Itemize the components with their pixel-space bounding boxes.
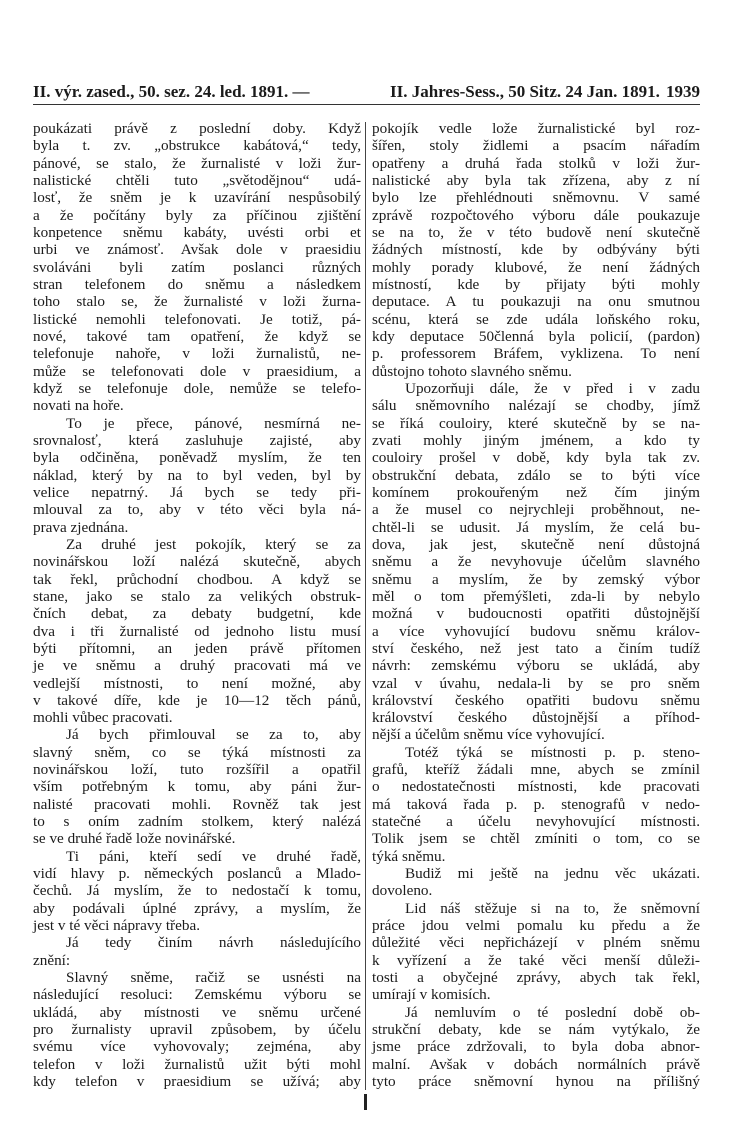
text-line: šířen, stoly židlemi a psacím nářadím xyxy=(372,137,700,155)
text-line: statečné a účelu nevyhovující místnosti. xyxy=(372,813,700,831)
text-line: to s oním zadním stolkem, který nalézá xyxy=(33,813,361,831)
text-line: malní. Avšak v dobách normálních právě xyxy=(372,1055,700,1073)
text-line: tyto práce sněmovní hynou na přílišný xyxy=(372,1073,700,1091)
text-line: čechů. Já myslím, že to nedostačí k tomu, xyxy=(33,882,361,900)
text-line: p. professorem Bráfem, vyklizena. To není xyxy=(372,345,700,363)
paragraph xyxy=(33,726,361,847)
text-line: Lid náš stěžuje si na to, že sněmovní xyxy=(405,899,700,917)
text-line: Budiž mi ještě na jednu věc ukázati. xyxy=(405,865,700,883)
text-line: místností, kde by přijaty býti mohly xyxy=(372,275,700,293)
header-german: II. Jahres-Sess., 50 Sitz. 24 Jan. 1891. xyxy=(390,82,660,101)
text-line: urbi ve známosť. Avšak dole v praesidiu xyxy=(33,241,361,259)
text-line: o nedostatečnosti místnosti, kde pracovati xyxy=(372,778,700,796)
text-line: se ve druhé řadě lože novinářské. xyxy=(33,830,236,848)
text-line: má taková řada p. p. stenografů v nedo- xyxy=(372,795,700,813)
text-line: k vyřízení a že také věci menší důleži- xyxy=(372,951,700,969)
paragraph xyxy=(33,969,361,1090)
text-line: velice nepatrný. Já bych se tedy při- xyxy=(33,483,361,501)
text-line: a více vyhovující budovu sněmu králov- xyxy=(372,622,700,640)
text-line: dva i tři žurnalisté od jednoho listu musí xyxy=(33,622,361,640)
text-line: čních debat, za debaty budgetní, kde xyxy=(33,605,361,623)
text-line: zprávě rozpočtového výboru dále poukazuje xyxy=(372,206,700,224)
text-line: vším potřebným k tomu, aby páni žur- xyxy=(33,778,361,796)
text-line: a že počítány byly za příčinou zjištění xyxy=(33,206,361,224)
text-line: slavný sněm, co se týká místnosti za xyxy=(33,743,361,761)
text-line: a že musel co nejrychleji proběhnout, ne- xyxy=(372,501,700,519)
text-line: komínem prokouřeným než čím jiným xyxy=(372,483,700,501)
text-line: tak řekl, průchodní chodbou. A když se xyxy=(33,570,361,588)
text-line: ství českého, než jest tato a činím tudíž xyxy=(372,639,700,657)
text-line: srovnalosť, která zasluhuje zajisté, aby xyxy=(33,431,361,449)
text-line: prava zjednána. xyxy=(33,518,129,536)
text-line: dovoleno. xyxy=(372,882,433,900)
text-line: býti přítomni, an jeden právě přítomen xyxy=(33,639,361,657)
paragraph xyxy=(372,744,700,865)
text-line: Já bych přimlouval se za to, aby xyxy=(66,726,361,744)
text-line: pánové, se stalo, že žurnalisté v loži žur- xyxy=(33,154,361,172)
paragraph xyxy=(372,900,700,1004)
text-line: je ve sněmu a druhý pracovati má ve xyxy=(33,657,361,675)
right-column xyxy=(372,120,700,1090)
text-line: v takové díře, kde je 10—12 těch pánů, xyxy=(33,691,361,709)
text-line: zvati mohly jiným jménem, a kdo ty xyxy=(372,431,700,449)
text-line: opatřeny a druhá řada stolků v loži žur- xyxy=(372,154,700,172)
text-line: novinářskou loží, tuto rozšířil a opatřil xyxy=(33,761,361,779)
text-line: návrh: zemskému výboru se ukládá, aby xyxy=(372,657,700,675)
text-line: nové, takové tam opatření, že když se xyxy=(33,327,361,345)
text-line: couloiry prošel v době, kdy byla tak zv. xyxy=(372,449,700,467)
paragraph xyxy=(33,934,361,969)
text-line: se na to, že v této budově není skutečně xyxy=(372,223,700,241)
text-line: losť, že sněm je k uzavírání nespůsobilý xyxy=(33,189,361,207)
paragraph xyxy=(372,120,700,380)
text-line: následující resoluci: Zemskému výboru se xyxy=(33,986,361,1004)
text-line: jest v té věci nápravy třeba. xyxy=(33,917,200,935)
paragraph xyxy=(33,536,361,727)
text-line: náklad, který by na to byl veden, byl by xyxy=(33,466,361,484)
paragraph xyxy=(372,1004,700,1091)
text-line: grafů, kteříž žádali mne, abych se zmínil xyxy=(372,761,700,779)
text-line: scénu, která se zde udála loňského roku, xyxy=(372,310,700,328)
text-line: stran telefonem do sněmu a následkem xyxy=(33,275,361,293)
text-line: vzal v úvahu, nedala-li by se pro sněm xyxy=(372,674,700,692)
text-line: umírají v komisích. xyxy=(372,986,491,1004)
text-line: sněmu a myslím, že by zemský výbor xyxy=(372,570,700,588)
text-line: mohli vůbec pracovati. xyxy=(33,709,173,727)
text-line: měl o tom přemýšleti, zda-li by nebylo xyxy=(372,587,700,605)
text-line: telefon v loži žurnalistů užit býti mohl xyxy=(33,1055,361,1073)
paragraph xyxy=(33,415,361,536)
text-line: Slavný sněme, račiž se usnésti na xyxy=(66,969,361,987)
text-line: nalisté pracovati mohli. Rovněž tak jest xyxy=(33,795,361,813)
paragraph xyxy=(33,120,361,415)
text-line: To je přece, pánové, nesmírná ne- xyxy=(66,414,361,432)
text-line: stane, jako se stalo za velikých obstruk- xyxy=(33,587,361,605)
text-line: možná v budoucnosti opatřiti důstojnější xyxy=(372,605,700,623)
text-line: chtěl-li se udusit. Já myslím, že celá bu- xyxy=(372,518,700,536)
text-line: práce jdou velmi pomalu ku předu a že xyxy=(372,917,700,935)
text-line: listické nemohli telefonovati. Je totiž, pá- xyxy=(33,310,361,328)
paragraph xyxy=(372,380,700,744)
text-line: nalistické chtěli tuto „světodějnou“ udá- xyxy=(33,171,361,189)
text-line: důležité věci nepřicházejí v plném sněmu xyxy=(372,934,700,952)
text-line: toho stalo se, že žurnalisté v loži žurna- xyxy=(33,293,361,311)
text-line: ukládá, aby místnosti ve sněmu určené xyxy=(33,1003,361,1021)
text-line: strukční debaty, kde se nám vytýkalo, že xyxy=(372,1021,700,1039)
text-line: Já tedy činím návrh následujícího xyxy=(66,934,361,952)
left-column xyxy=(33,120,361,1090)
text-line: Za druhé jest pokojík, který se za xyxy=(66,535,361,553)
text-line: když se telefonuje dole, nemůže se telefo- xyxy=(33,379,361,397)
text-line: aby podávali úplné zprávy, a myslím, že xyxy=(33,899,361,917)
text-line: Ti páni, kteří sedí ve druhé řadě, xyxy=(66,847,361,865)
text-line: obstrukční debata, zdálo se to býti více xyxy=(372,466,700,484)
text-line: telefonuje nahoře, v loži žurnalistů, ne- xyxy=(33,345,361,363)
text-line: byla t. zv. „obstrukce kabátová,“ tedy, xyxy=(33,137,361,155)
text-line: nější a účelům sněmu více vyhovující. xyxy=(372,726,605,744)
text-line: konpetence sněmu kabáty, uvésti orbi et xyxy=(33,223,361,241)
text-line: svému více vyhovovaly; zejména, aby xyxy=(33,1038,361,1056)
text-line: království českého opatřiti budovu sněmu xyxy=(372,691,700,709)
paragraph xyxy=(372,865,700,900)
text-line: nalistické aby byla tak zřízena, aby z ní xyxy=(372,171,700,189)
text-line: království českého důstojnější a příhod- xyxy=(372,709,700,727)
text-line: bylo lze přehlédnouti sněmovnu. V samé xyxy=(372,189,700,207)
text-line: důstojno tohoto slavného sněmu. xyxy=(372,362,572,380)
text-line: sálu sněmovního nalézají se chodby, jímž xyxy=(372,397,700,415)
text-line: vedlejší místnosti, to není možné, aby xyxy=(33,674,361,692)
text-line: týká sněmu. xyxy=(372,847,446,865)
text-line: svoláváni byli zatím poslanci různých xyxy=(33,258,361,276)
text-line: sněmu a že nevyhovuje účelům slavného xyxy=(372,553,700,571)
text-line: tosti a obyčejné zprávy, abych tak řekl, xyxy=(372,969,700,987)
column-divider xyxy=(365,122,366,1090)
text-line: poukázati právě z poslední doby. Když xyxy=(33,120,361,137)
text-line: pro žurnalisty upravil způsobem, by účelu xyxy=(33,1021,361,1039)
text-line: Tolik jsem se chtěl zmíniti o tom, co se xyxy=(372,830,700,848)
page-number: 1939 xyxy=(666,82,700,101)
text-line: dova, jak jest, skutečně není důstojná xyxy=(372,535,700,553)
text-line: Upozorňuji dále, že v před i v zadu xyxy=(405,379,700,397)
text-line: jsme práce zdržovali, to byla doba abnor- xyxy=(372,1038,700,1056)
text-line: mlouval za to, aby v této věci byla ná- xyxy=(33,501,361,519)
running-header xyxy=(33,82,700,104)
text-line: žádných místností, kde by odbývány býti xyxy=(372,241,700,259)
text-line: Já nemluvím o té poslední době ob- xyxy=(405,1003,700,1021)
text-line: mohly porady klubové, že není žádných xyxy=(372,258,700,276)
text-line: Totéž týká se místnosti p. p. steno- xyxy=(405,743,700,761)
text-line: byla odčiněna, poněvadž myslím, že ten xyxy=(33,449,361,467)
divider-mark xyxy=(364,1094,367,1110)
text-line: znění: xyxy=(33,951,71,969)
text-line: se říká couloiry, které skutečně by se na- xyxy=(372,414,700,432)
text-line: novati na hoře. xyxy=(33,397,124,415)
paragraph xyxy=(33,848,361,935)
text-line: kdy telefon v praesidium se užívá; aby xyxy=(33,1073,361,1091)
text-line: novinářskou loží nalézá skutečně, abych xyxy=(33,553,361,571)
text-line: vidí hlavy p. německých poslanců a Mlado- xyxy=(33,865,361,883)
text-line: pokojík vedle lože žurnalistické byl roz- xyxy=(372,120,700,137)
text-line: deputace. A tu poukazuji na onu smutnou xyxy=(372,293,700,311)
text-line: kdy deputace 50členná byla policií, (pardon) xyxy=(372,327,700,345)
header-rule xyxy=(33,104,700,105)
header-czech: II. výr. zased., 50. sez. 24. led. 1891. — xyxy=(33,82,310,101)
text-line: může se telefonovati dole v praesidium, a xyxy=(33,362,361,380)
